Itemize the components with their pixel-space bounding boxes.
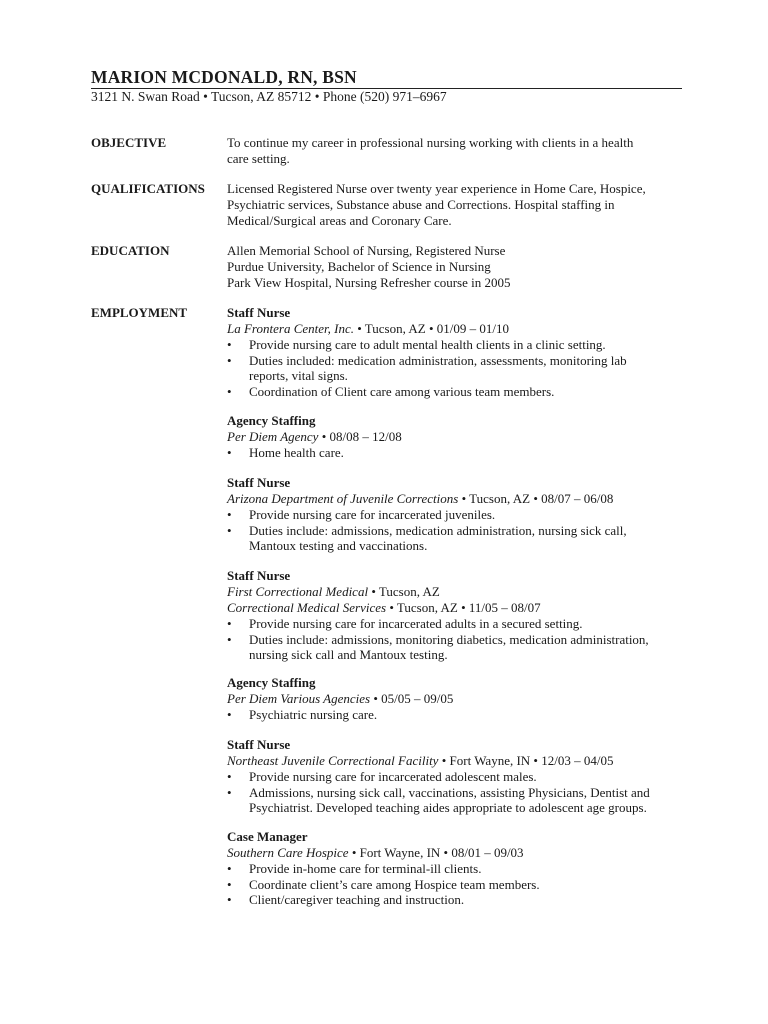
job-meta [227,584,697,600]
duty-item: • Coordinate client’s care among Hospice team members. [227,877,697,893]
job-duties [227,337,697,399]
job-entry [227,675,697,723]
duty-item: • Provide nursing care for incarcerated adults in a secured setting. [227,616,697,632]
education-line: Allen Memorial School of Nursing, Registered Nurse [227,243,506,258]
job-duties [227,861,697,908]
objective-line: To continue my career in professional nursing working with clients in a health [227,135,634,150]
duty-item: • Psychiatric nursing care. [227,707,697,723]
duty-item: • Duties included: medication administration, assessments, monitoring lab reports, vital signs. [227,353,697,384]
job-location-dates: • Fort Wayne, IN • 08/01 – 09/03 [348,845,524,860]
job-org: Northeast Juvenile Correctional Facility [227,753,439,768]
job-org: Per Diem Agency [227,429,319,444]
qualifications-line: Psychiatric services, Substance abuse and Corrections. Hospital staffing in [227,197,615,212]
objective-line: care setting. [227,151,290,166]
duty-item: • Admissions, nursing sick call, vaccinations, assisting Physicians, Dentist and Psychiatrist. Developed teaching aides appropriate to adolescent age groups. [227,785,697,816]
job-title: Staff Nurse [227,737,291,752]
contact-line: 3121 N. Swan Road • Tucson, AZ 85712 • Phone (520) 971–6967 [91,89,447,104]
job-entry [227,829,697,908]
job-org: Per Diem Various Agencies [227,691,371,706]
job-duties [227,445,697,461]
duty-item: • Provide nursing care for incarcerated adolescent males. [227,769,697,785]
duty-item: • Provide nursing care to adult mental health clients in a clinic setting. [227,337,697,353]
section-label-objective: OBJECTIVE [91,135,167,150]
job-location-dates: • Tucson, AZ [368,584,440,599]
job-meta [227,753,697,769]
duty-item: • Provide nursing care for incarcerated juveniles. [227,507,697,523]
job-meta [227,691,697,707]
job-title: Agency Staffing [227,413,316,428]
duty-item: • Duties include: admissions, monitoring diabetics, medication administration, nursing sick call and Mantoux testing. [227,632,697,663]
duty-item: • Provide in-home care for terminal-ill clients. [227,861,697,877]
education-text [227,243,697,291]
section-label-education: EDUCATION [91,243,170,258]
job-title: Staff Nurse [227,305,291,320]
qualifications-line: Licensed Registered Nurse over twenty year experience in Home Care, Hospice, [227,181,646,196]
education-line: Purdue University, Bachelor of Science in Nursing [227,259,491,274]
education-line: Park View Hospital, Nursing Refresher course in 2005 [227,275,511,290]
job-title: Agency Staffing [227,675,316,690]
job-title: Case Manager [227,829,308,844]
duty-item: • Coordination of Client care among various team members. [227,384,697,400]
job-entry [227,475,697,554]
job-duties [227,616,697,663]
qualifications-text [227,181,697,229]
job-entry [227,737,697,816]
job-location-dates: • Fort Wayne, IN • 12/03 – 04/05 [438,753,614,768]
candidate-name: MARION MCDONALD, RN, BSN [91,67,357,87]
job-org: Southern Care Hospice [227,845,349,860]
job-location-dates: • Tucson, AZ • 01/09 – 01/10 [353,321,510,336]
duty-item: • Client/caregiver teaching and instruction. [227,892,697,908]
job-meta [227,845,697,861]
job-title: Staff Nurse [227,475,291,490]
job-duties [227,507,697,554]
job-duties [227,769,697,816]
job-org: First Correctional Medical [227,584,369,599]
section-label-employment: EMPLOYMENT [91,305,188,320]
job-org: La Frontera Center, Inc. [227,321,354,336]
job-entry [227,413,697,461]
job-location-dates: • Tucson, AZ • 08/07 – 06/08 [458,491,614,506]
qualifications-line: Medical/Surgical areas and Coronary Care. [227,213,452,228]
job-title: Staff Nurse [227,568,291,583]
job-location-dates: • Tucson, AZ • 11/05 – 08/07 [386,600,541,615]
job-entry [227,305,697,399]
job-meta [227,600,697,616]
job-duties [227,707,697,723]
job-meta [227,429,697,445]
objective-text [227,135,697,167]
job-entry [227,568,697,663]
job-meta [227,491,697,507]
job-location-dates: • 05/05 – 09/05 [370,691,454,706]
duty-item: • Home health care. [227,445,697,461]
section-label-qualifications: QUALIFICATIONS [91,181,205,196]
job-org: Arizona Department of Juvenile Corrections [227,491,459,506]
job-org: Correctional Medical Services [227,600,387,615]
duty-item: • Duties include: admissions, medication administration, nursing sick call, Mantoux testing and vaccinations. [227,523,697,554]
job-meta [227,321,697,337]
job-location-dates: • 08/08 – 12/08 [318,429,402,444]
